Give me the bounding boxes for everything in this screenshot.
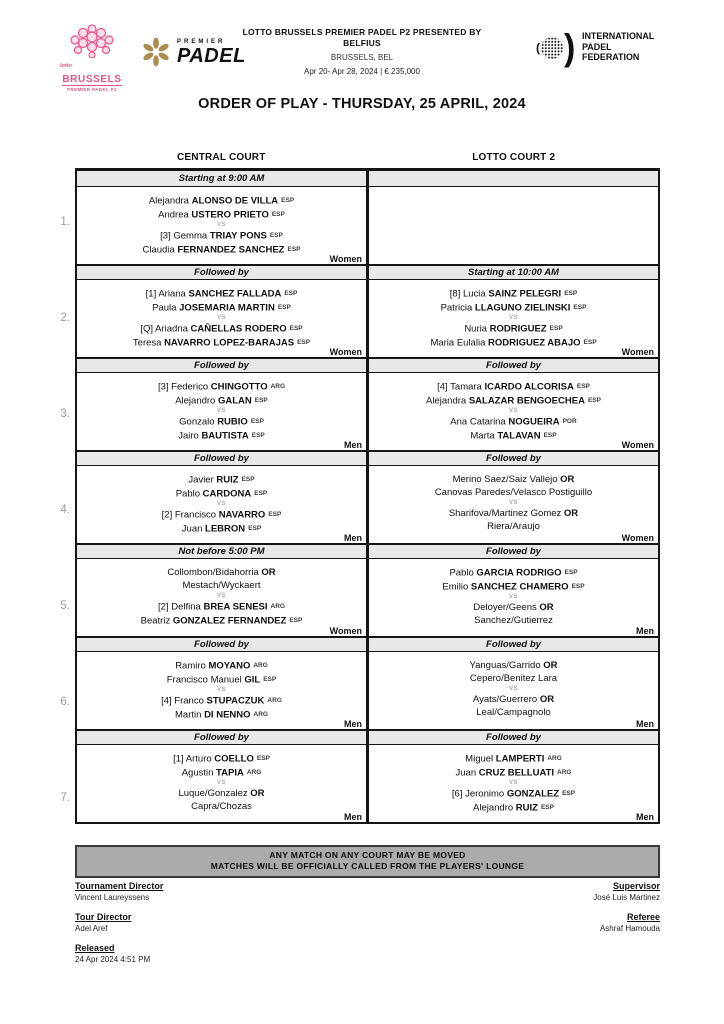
- player-name-part: OR: [560, 474, 575, 485]
- player-name-part: LAMPERTI: [495, 753, 545, 765]
- player-line: [77, 708, 366, 722]
- player-name-part: [8] Lucia: [449, 288, 489, 300]
- player-name-part: [2] Delfina: [158, 601, 204, 613]
- supervisor-label: Supervisor: [612, 881, 660, 891]
- player-line: [77, 694, 366, 708]
- player-name-part: Beatriz: [140, 615, 173, 626]
- player-name-part: SANCHEZ FALLADA: [188, 288, 282, 300]
- player-name-part: GALAN: [217, 395, 252, 406]
- gender-label: Women: [329, 254, 362, 264]
- notice-line2: MATCHES WILL BE OFFICIALLY CALLED FROM THE PLAYERS' LOUNGE: [210, 861, 525, 871]
- player-name-part: Teresa: [132, 337, 165, 348]
- player-name-part: TALAVAN: [497, 430, 541, 441]
- session-header-central: Followed by: [77, 729, 369, 745]
- player-line: [369, 429, 658, 443]
- player-name-part: Cepero/Benitez Lara: [469, 673, 558, 684]
- country-code: ESP: [562, 790, 576, 797]
- referee-name: Ashraf Hamouda: [599, 924, 660, 933]
- country-code: ARG: [270, 603, 285, 610]
- player-name-part: Nuria: [464, 323, 490, 335]
- player-name-part: OR: [539, 694, 555, 705]
- session-header-lotto: Followed by: [369, 729, 658, 745]
- vs-label: VS: [216, 593, 226, 599]
- player-name-part: Miguel: [465, 753, 496, 765]
- country-code: ESP: [268, 511, 282, 518]
- match-cell-central: [77, 373, 369, 450]
- match-cell-central: [77, 280, 369, 357]
- player-line: [369, 672, 658, 685]
- player-name-part: Sanchez/Gutierrez: [474, 615, 553, 626]
- player-line: [369, 380, 658, 394]
- country-code: ESP: [549, 325, 563, 332]
- court-header-lotto: LOTTO COURT 2: [472, 152, 556, 163]
- vs-label: VS: [216, 408, 226, 414]
- ipf-logo: [536, 27, 659, 69]
- match-cell-central: [77, 466, 369, 543]
- player-name-part: Alejandra: [148, 195, 192, 207]
- session-band-row: [77, 636, 658, 652]
- player-line: [369, 336, 658, 350]
- match-number: 7.: [60, 792, 70, 804]
- country-code: ESP: [254, 489, 268, 497]
- player-name-part: Pablo: [449, 567, 477, 579]
- country-code: ESP: [564, 290, 578, 297]
- brussels-logo-subtext: PREMIER PADEL P2: [67, 87, 117, 92]
- gender-label: Men: [344, 440, 362, 450]
- brussels-logo-lotto-text: lotto: [60, 63, 72, 69]
- country-code: ESP: [263, 675, 277, 683]
- country-code: ESP: [271, 210, 285, 218]
- player-line: [77, 566, 366, 579]
- player-name-part: Juan: [181, 523, 206, 534]
- match-row: [77, 187, 658, 264]
- player-name-part: STUPACZUK: [206, 695, 265, 707]
- match-row: [77, 280, 658, 357]
- country-code: ESP: [583, 338, 597, 346]
- player-name-part: Claudia: [142, 244, 178, 255]
- session-header-central: Followed by: [77, 636, 369, 652]
- player-name-part: SANCHEZ CHAMERO: [470, 581, 569, 592]
- player-name-part: [2] Francisco: [161, 509, 219, 521]
- player-name-part: RUIZ: [515, 802, 538, 813]
- player-name-part: COELLO: [214, 753, 254, 765]
- schedule-table: [75, 168, 660, 824]
- player-name-part: OR: [563, 508, 579, 519]
- player-line: [77, 243, 366, 257]
- player-name-part: Pablo: [175, 488, 203, 499]
- session-band-row: [77, 543, 658, 559]
- player-name-part: Patricia: [440, 302, 475, 313]
- player-line: [77, 787, 366, 800]
- ipf-right-paren-icon: ): [564, 27, 576, 69]
- country-code: ESP: [256, 755, 270, 762]
- player-name-part: Alejandra: [426, 395, 469, 406]
- match-row: [77, 745, 658, 822]
- player-line: [369, 659, 658, 672]
- player-name-part: Gonzalo: [179, 416, 218, 428]
- vs-label: VS: [216, 687, 226, 693]
- player-name-part: [1] Arturo: [173, 753, 215, 765]
- country-code: ESP: [269, 232, 283, 239]
- player-line: [77, 766, 366, 780]
- match-number: 3.: [60, 408, 70, 420]
- player-line: [369, 322, 658, 336]
- gender-label: Men: [344, 812, 362, 822]
- player-name-part: Marta: [470, 430, 498, 441]
- player-line: [77, 322, 366, 336]
- country-code: ESP: [281, 197, 295, 204]
- player-name-part: Merino Saez/Saiz Vallejo: [452, 474, 561, 485]
- player-name-part: ICARDO ALCORISA: [484, 381, 574, 393]
- player-line: [77, 579, 366, 592]
- gender-label: Men: [344, 533, 362, 543]
- match-cell-central: [77, 652, 369, 729]
- player-line: [369, 520, 658, 533]
- player-name-part: NAVARRO LOPEZ-BARAJAS: [164, 337, 295, 348]
- tournament-name-line1: LOTTO BRUSSELS PREMIER PADEL P2 PRESENTED BY: [242, 27, 482, 37]
- player-name-part: Javier: [188, 474, 217, 486]
- player-name-part: CARDONA: [202, 488, 252, 499]
- match-cell-lotto: [369, 745, 658, 822]
- match-cell-lotto: [369, 187, 658, 264]
- tour-director-name: Adel Aref: [75, 924, 108, 933]
- released-label: Released: [75, 943, 115, 953]
- tournament-location: BRUSSELS, BEL: [330, 53, 394, 62]
- player-line: [77, 752, 366, 766]
- player-line: [369, 507, 658, 520]
- player-name-part: [4] Franco: [161, 695, 207, 707]
- player-name-part: Mestach/Wyckaert: [182, 580, 261, 591]
- player-line: [369, 486, 658, 499]
- match-number: 5.: [60, 600, 70, 612]
- player-line: [77, 380, 366, 394]
- session-band-row: [77, 171, 658, 187]
- country-code: ESP: [289, 616, 303, 624]
- session-header-lotto: [369, 171, 658, 187]
- country-code: ESP: [564, 569, 578, 576]
- ipf-text-line1: INTERNATIONAL: [582, 31, 655, 42]
- player-line: [369, 415, 658, 429]
- session-header-lotto: Followed by: [369, 357, 658, 373]
- country-code: ESP: [543, 431, 557, 439]
- match-cell-lotto: [369, 280, 658, 357]
- tour-director-label: Tour Director: [75, 912, 132, 922]
- player-line: [77, 522, 366, 536]
- session-header-central: Not before 5:00 PM: [77, 543, 369, 559]
- match-cell-lotto: [369, 559, 658, 636]
- player-name-part: Luque/Gonzalez: [178, 788, 251, 799]
- country-code: ESP: [571, 582, 585, 590]
- player-name-part: Canovas Paredes/Velasco Postiguillo: [434, 487, 593, 498]
- player-name-part: Deloyer/Geens: [473, 602, 540, 613]
- session-header-lotto: Followed by: [369, 543, 658, 559]
- match-cell-central: [77, 559, 369, 636]
- player-name-part: Ana Catarina: [450, 416, 509, 428]
- match-row: [77, 652, 658, 729]
- gender-label: Men: [636, 626, 654, 636]
- player-name-part: GONZALEZ: [506, 788, 560, 800]
- country-code: ARG: [253, 710, 268, 718]
- court-headers: [75, 152, 660, 163]
- player-name-part: Emilio: [442, 581, 471, 592]
- player-line: [77, 415, 366, 429]
- player-name-part: Paula: [152, 302, 180, 313]
- match-row: [77, 466, 658, 543]
- player-name-part: [3] Federico: [157, 381, 211, 393]
- country-code: ESP: [241, 476, 255, 483]
- country-code: ESP: [573, 303, 587, 311]
- player-name-part: [3] Gemma: [160, 230, 210, 242]
- player-name-part: [1] Ariana: [145, 288, 189, 300]
- player-name-part: RODRIGUEZ: [489, 323, 547, 335]
- match-number: 1.: [60, 216, 70, 228]
- premier-label: PREMIER: [177, 38, 226, 45]
- supervisor-name: José Luis Martinez: [593, 893, 660, 902]
- player-line: [77, 673, 366, 687]
- player-name-part: USTERO PRIETO: [191, 209, 269, 220]
- player-name-part: CAÑELLAS RODERO: [190, 323, 287, 335]
- referee-label: Referee: [626, 912, 660, 922]
- player-name-part: BREA SENESI: [203, 601, 268, 613]
- player-name-part: Riera/Araujo: [487, 521, 540, 532]
- player-name-part: OR: [250, 788, 265, 799]
- player-line: [369, 801, 658, 815]
- player-name-part: Andrea: [158, 209, 192, 220]
- ipf-dotted-ball-icon: [541, 37, 563, 59]
- vs-label: VS: [508, 780, 518, 786]
- player-name-part: SAINZ PELEGRI: [488, 288, 562, 300]
- ipf-text-line3: FEDERATION: [582, 52, 640, 63]
- player-name-part: OR: [543, 660, 558, 671]
- session-header-central: Starting at 9:00 AM: [77, 171, 369, 187]
- vs-label: VS: [508, 315, 518, 321]
- tournament-dates-prize: Apr 20- Apr 28, 2024 | € 235,000: [304, 67, 420, 76]
- player-name-part: Yanguas/Garrido: [469, 660, 544, 671]
- player-line: [369, 693, 658, 706]
- player-name-part: Ayats/Guerrero: [472, 694, 540, 705]
- session-header-lotto: Starting at 10:00 AM: [369, 264, 658, 280]
- player-name-part: CHINGOTTO: [210, 381, 268, 393]
- player-line: [369, 566, 658, 580]
- player-name-part: Collombon/Bidahorria: [167, 567, 262, 578]
- player-name-part: Capra/Chozas: [191, 801, 252, 812]
- player-line: [77, 287, 366, 301]
- player-name-part: Jairo: [178, 430, 202, 441]
- ipf-text-line2: PADEL: [582, 41, 612, 53]
- player-line: [77, 800, 366, 813]
- country-code: ARG: [547, 755, 562, 762]
- country-code: ESP: [277, 303, 291, 311]
- match-cell-central: [77, 745, 369, 822]
- gender-label: Women: [621, 347, 654, 357]
- player-line: [77, 208, 366, 222]
- player-line: [77, 229, 366, 243]
- player-line: [369, 394, 658, 408]
- player-name-part: LEBRON: [205, 523, 246, 534]
- player-name-part: OR: [539, 602, 554, 613]
- player-name-part: Francisco Manuel: [166, 674, 245, 685]
- player-name-part: OR: [261, 567, 276, 578]
- player-name-part: LLAGUNO ZIELINSKI: [474, 302, 571, 313]
- session-band-row: [77, 729, 658, 745]
- player-name-part: [6] Jeronimo: [451, 788, 507, 800]
- vs-label: VS: [508, 686, 518, 692]
- vs-label: VS: [216, 780, 226, 786]
- player-name-part: CRUZ BELLUATI: [478, 767, 555, 778]
- notice-banner: [75, 845, 660, 878]
- session-header-central: Followed by: [77, 264, 369, 280]
- tournament-director-label: Tournament Director: [75, 881, 164, 891]
- player-name-part: DI NENNO: [204, 709, 251, 720]
- player-name-part: [Q] Ariadna: [140, 323, 191, 335]
- gender-label: Women: [621, 533, 654, 543]
- country-code: ESP: [540, 803, 554, 811]
- player-line: [77, 600, 366, 614]
- gender-label: Women: [329, 626, 362, 636]
- country-code: ARG: [253, 662, 268, 669]
- ipf-left-paren-icon: (: [536, 40, 540, 55]
- match-row: [77, 373, 658, 450]
- country-code: POR: [562, 418, 577, 425]
- match-cell-lotto: [369, 373, 658, 450]
- session-header-central: Followed by: [77, 450, 369, 466]
- officials-footer: [75, 880, 660, 973]
- country-code: ARG: [267, 697, 282, 704]
- player-name-part: Juan: [455, 767, 479, 778]
- vs-label: VS: [216, 315, 226, 321]
- player-name-part: TAPIA: [216, 767, 244, 778]
- player-line: [369, 752, 658, 766]
- player-line: [369, 787, 658, 801]
- player-name-part: GONZALEZ FERNANDEZ: [172, 615, 287, 626]
- notice-line1: ANY MATCH ON ANY COURT MAY BE MOVED: [269, 850, 466, 860]
- player-line: [77, 194, 366, 208]
- brussels-logo-city-text: BRUSSELS: [62, 74, 122, 85]
- player-name-part: TRIAY PONS: [209, 230, 267, 242]
- player-line: [77, 487, 366, 501]
- player-line: [77, 614, 366, 628]
- player-line: [77, 394, 366, 408]
- player-line: [77, 473, 366, 487]
- country-code: ESP: [254, 396, 268, 404]
- player-name-part: FERNANDEZ SANCHEZ: [177, 244, 285, 255]
- player-name-part: ALONSO DE VILLA: [191, 195, 279, 207]
- player-name-part: RUBIO: [217, 416, 248, 428]
- player-line: [77, 301, 366, 315]
- court-header-central: CENTRAL COURT: [176, 152, 266, 163]
- gender-label: Men: [344, 719, 362, 729]
- player-name-part: Alejandro: [175, 395, 218, 406]
- player-name-part: MOYANO: [208, 660, 251, 672]
- session-band-row: [77, 357, 658, 373]
- player-line: [369, 287, 658, 301]
- player-line: [77, 429, 366, 443]
- match-row: [77, 559, 658, 636]
- vs-label: VS: [216, 501, 226, 507]
- player-name-part: GIL: [244, 674, 261, 685]
- gender-label: Men: [636, 719, 654, 729]
- player-name-part: NOGUEIRA: [508, 416, 560, 428]
- match-number: 4.: [60, 504, 70, 516]
- gender-label: Women: [621, 440, 654, 450]
- country-code: ESP: [289, 325, 303, 332]
- country-code: ESP: [576, 383, 590, 390]
- released-timestamp: 24 Apr 2024 4:51 PM: [75, 955, 151, 964]
- player-name-part: Ramiro: [175, 660, 209, 672]
- match-cell-lotto: [369, 466, 658, 543]
- country-code: ESP: [284, 290, 298, 297]
- padel-label: PADEL: [177, 44, 246, 67]
- gender-label: Women: [329, 347, 362, 357]
- player-line: [369, 580, 658, 594]
- player-line: [369, 766, 658, 780]
- country-code: ESP: [250, 418, 264, 425]
- player-name-part: Martin: [175, 709, 205, 720]
- player-name-part: Maria Eulalia: [430, 337, 488, 348]
- country-code: ARG: [557, 768, 572, 776]
- vs-label: VS: [508, 408, 518, 414]
- country-code: ESP: [251, 431, 265, 439]
- player-line: [369, 614, 658, 627]
- session-header-central: Followed by: [77, 357, 369, 373]
- player-name-part: [4] Tamara: [437, 381, 485, 393]
- vs-label: VS: [508, 500, 518, 506]
- match-number: 6.: [60, 696, 70, 708]
- country-code: ARG: [270, 383, 286, 390]
- player-name-part: RUIZ: [216, 474, 239, 486]
- vs-label: VS: [216, 222, 226, 228]
- player-name-part: Sharifova/Martinez Gomez: [448, 508, 564, 519]
- country-code: ESP: [248, 524, 262, 532]
- tournament-director-name: Vincent Laureyssens: [75, 893, 150, 902]
- session-band-row: [77, 450, 658, 466]
- match-cell-central: [77, 187, 369, 264]
- tournament-name-line2: BELFIUS: [343, 38, 381, 48]
- country-code: ARG: [246, 768, 262, 776]
- player-name-part: GARCIA RODRIGO: [476, 567, 562, 579]
- player-name-part: Alejandro: [473, 802, 516, 813]
- player-name-part: SALAZAR BENGOECHEA: [468, 395, 585, 406]
- gender-label: Men: [636, 812, 654, 822]
- player-name-part: NAVARRO: [218, 509, 266, 521]
- player-line: [369, 301, 658, 315]
- page-title: ORDER OF PLAY - THURSDAY, 25 APRIL, 2024: [198, 96, 526, 112]
- player-line: [77, 659, 366, 673]
- player-name-part: BAUTISTA: [201, 430, 249, 441]
- player-line: [77, 336, 366, 350]
- session-header-lotto: Followed by: [369, 450, 658, 466]
- player-line: [369, 601, 658, 614]
- match-cell-lotto: [369, 652, 658, 729]
- player-line: [369, 473, 658, 486]
- player-name-part: JOSEMARIA MARTIN: [179, 302, 275, 313]
- player-name-part: RODRIGUEZ ABAJO: [488, 337, 581, 348]
- player-name-part: Agustin: [181, 767, 217, 778]
- player-line: [369, 706, 658, 719]
- match-number: 2.: [60, 312, 70, 324]
- country-code: ESP: [297, 338, 311, 346]
- country-code: ESP: [287, 245, 301, 253]
- vs-label: VS: [508, 594, 518, 600]
- player-name-part: Leal/Campagnolo: [476, 707, 551, 718]
- session-header-lotto: Followed by: [369, 636, 658, 652]
- session-band-row: [77, 264, 658, 280]
- country-code: ESP: [587, 396, 601, 404]
- player-line: [77, 508, 366, 522]
